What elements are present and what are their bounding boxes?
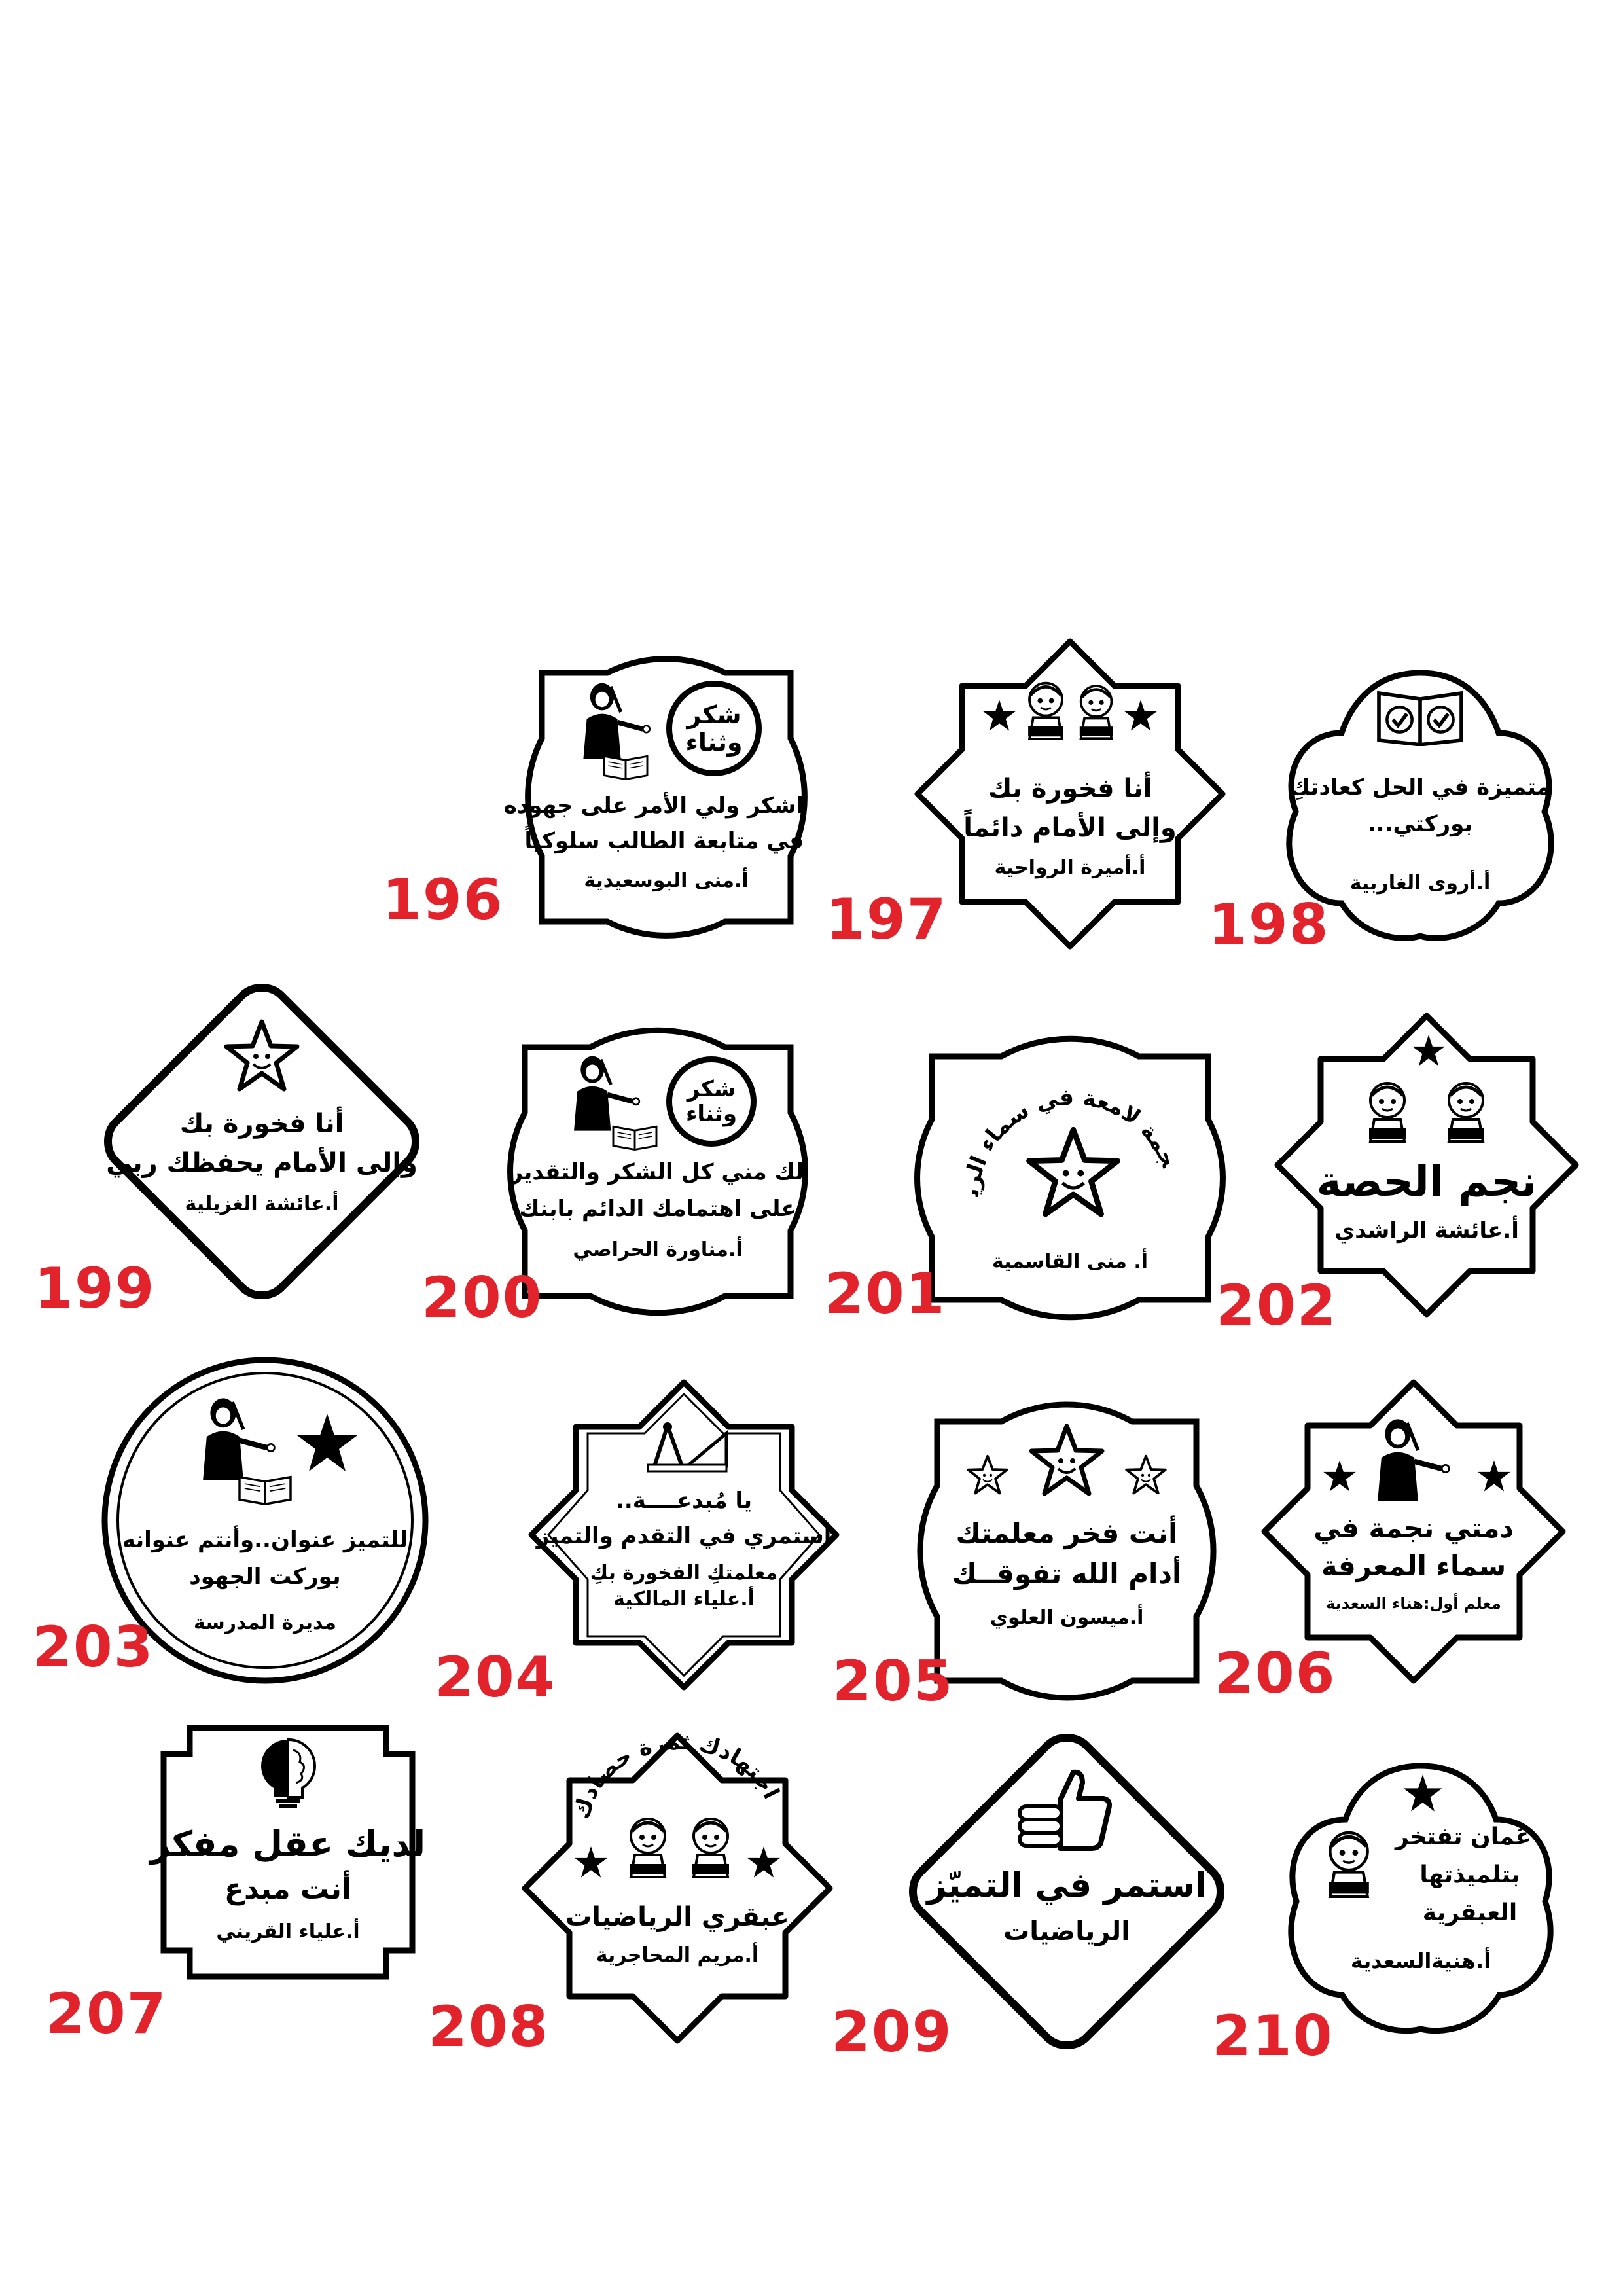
arc-text: اجتهادك ثمرة حصادك xyxy=(568,1729,785,1822)
stamp-signature: أ.منى البوسعيدية xyxy=(584,869,749,892)
stamp-line-2: أدام الله تفوقــك xyxy=(952,1558,1182,1590)
book-icon xyxy=(610,1122,660,1151)
badge-line-1: شكر xyxy=(687,1076,736,1102)
stamp-signature: أ.هنيةالسعدية xyxy=(1350,1948,1491,1973)
stamp-line-2: وإلى الأمام يحفظك ربي xyxy=(106,1148,418,1178)
stamp-line-2: بوركت الجهود xyxy=(189,1564,341,1590)
star-icon xyxy=(1476,1460,1512,1495)
stamp-number: 206 xyxy=(1215,1641,1336,1706)
stamp-196 xyxy=(503,660,804,935)
star-icon xyxy=(1411,1034,1446,1069)
stamp-signature: أ.أميرة الرواحية xyxy=(994,856,1146,879)
stamp-number: 208 xyxy=(428,1994,550,2060)
teacher-icon xyxy=(1361,1414,1453,1505)
stamp-signature: معلم أول:هناء السعدية xyxy=(1326,1594,1501,1613)
stamp-204 xyxy=(524,1374,844,1695)
stamp-line-2: بوركتي... xyxy=(1367,811,1473,837)
thumbs-up-icon xyxy=(1014,1767,1113,1852)
arc-text: دمت نجمة لامعة في سماء الرياضيات xyxy=(904,1020,1182,1198)
badge-line-2: وثناء xyxy=(685,728,743,757)
smiling-star-icon xyxy=(966,1454,1009,1498)
stamp-line-1: عُمان تفتخر xyxy=(1395,1823,1531,1850)
girl-student-icon xyxy=(615,1806,681,1885)
stamp-signature: أ. منى القاسمية xyxy=(991,1250,1149,1273)
book-icon xyxy=(601,751,651,780)
stamp-signature: مديرة المدرسة xyxy=(194,1611,336,1634)
stamp-line-1: دمتي نجمة في xyxy=(1313,1512,1514,1544)
stamp-number: 210 xyxy=(1212,2003,1334,2069)
stamp-number: 209 xyxy=(831,2000,953,2065)
boy-student-icon xyxy=(1355,1071,1420,1149)
stamp-line-1: أنا فخورة بك xyxy=(988,774,1152,804)
stamp-number: 205 xyxy=(832,1649,954,1714)
stamp-number: 204 xyxy=(435,1645,556,1710)
badge-line-1: شكر xyxy=(687,700,741,729)
check-book-icon xyxy=(1376,687,1465,746)
stamp-number: 197 xyxy=(826,887,948,952)
stamp-line-3: العبقرية xyxy=(1422,1899,1518,1926)
stamp-line-1: نجم الحصة xyxy=(1316,1158,1537,1206)
stamp-line-2: استمري في التقدم والتميز xyxy=(536,1523,832,1549)
stamp-number: 198 xyxy=(1208,892,1330,958)
stamp-line-3: معلمتكِ الفخورة بكِ xyxy=(590,1562,778,1585)
stamp-201 xyxy=(904,1020,1224,1316)
stamp-signature: أ.مريم المحاجرية xyxy=(596,1944,759,1967)
stamp-number: 200 xyxy=(421,1265,543,1331)
smiling-star-icon xyxy=(1027,1423,1106,1501)
stamp-signature: أ.مناورة الحراصي xyxy=(573,1238,743,1261)
star-icon xyxy=(1322,1460,1357,1495)
stamp-signature: أ.ميسون العلوي xyxy=(990,1606,1144,1629)
stamp-line-1: لديك عقل مفكر xyxy=(150,1823,425,1865)
stamp-line-1: للتميز عنوان..وأنتم عنوانه xyxy=(122,1527,408,1553)
stamp-signature: أ.علياء القريني xyxy=(216,1920,360,1943)
brain-bulb-icon xyxy=(255,1737,321,1809)
book-icon xyxy=(236,1471,294,1505)
thanks-badge xyxy=(666,1056,757,1147)
smiling-star-icon xyxy=(1024,1126,1122,1224)
stamp-200 xyxy=(512,1034,804,1309)
stamp-line-1: استمر في التميّز xyxy=(927,1866,1207,1905)
stamp-line-2: أنت مبدع xyxy=(224,1873,352,1906)
stamp-line-2: في متابعة الطالب سلوكياً xyxy=(524,828,804,854)
stamp-line-1: لك مني كل الشكر والتقدير xyxy=(510,1159,804,1185)
star-icon xyxy=(1123,699,1158,734)
stamp-signature: أ.علياء المالكية xyxy=(613,1588,755,1611)
stamp-number: 201 xyxy=(825,1261,946,1327)
stamp-number: 207 xyxy=(46,1981,168,2047)
stamp-line-1: عبقري الرياضيات xyxy=(565,1902,789,1932)
stamp-signature: أ.عائشة الغزيلية xyxy=(185,1193,339,1215)
stamp-line-2: وإلى الأمام دائماً xyxy=(963,813,1177,843)
stamp-signature: أ.أروى الغاربية xyxy=(1349,872,1491,895)
star-icon xyxy=(982,699,1017,734)
girl-student-icon xyxy=(1433,1071,1499,1149)
stamp-line-1: أنا فخورة بك xyxy=(179,1109,344,1139)
stamp-line-2: الرياضيات xyxy=(1003,1916,1130,1946)
badge-line-2: وثناء xyxy=(686,1101,737,1127)
teacher-icon xyxy=(568,678,653,763)
smiling-star-icon xyxy=(1124,1454,1168,1498)
stamp-207 xyxy=(151,1715,425,1990)
stamp-line-1: يا مُبدعــــة.. xyxy=(615,1488,753,1514)
stamp-line-1: متميزة في الحل كعادتكِ xyxy=(1290,774,1550,800)
stamp-197 xyxy=(910,634,1230,954)
stamp-signature: أ.عائشة الراشدي xyxy=(1334,1217,1519,1244)
stamp-number: 202 xyxy=(1216,1273,1338,1338)
star-icon xyxy=(746,1846,781,1881)
star-icon xyxy=(1402,1774,1444,1816)
stamp-205 xyxy=(923,1407,1211,1695)
star-icon xyxy=(573,1846,609,1881)
smiling-star-icon xyxy=(223,1018,301,1097)
stamp-210 xyxy=(1280,1754,1561,2042)
teacher-icon xyxy=(187,1393,278,1484)
stamp-line-1: أنت فخر معلمتك xyxy=(955,1517,1178,1549)
boy-student-icon xyxy=(678,1806,743,1885)
stamp-line-2: على اهتمامك الدائم بابنك xyxy=(519,1196,796,1222)
star-icon xyxy=(294,1412,360,1478)
stamp-line-2: سماء المعرفة xyxy=(1321,1550,1507,1582)
stamp-number: 203 xyxy=(33,1615,154,1680)
stamp-208 xyxy=(517,1728,838,2049)
curved-title xyxy=(517,1728,838,2049)
boy-student-icon xyxy=(1067,675,1126,745)
geometry-tools-icon xyxy=(641,1420,733,1473)
stamp-number: 199 xyxy=(34,1256,156,1321)
stamp-line-2: بتلميذتها xyxy=(1419,1861,1520,1888)
thanks-badge xyxy=(666,681,762,776)
stamp-number: 196 xyxy=(382,867,504,933)
stamp-line-1: اشكر ولي الأمر على جهوده xyxy=(503,793,804,819)
